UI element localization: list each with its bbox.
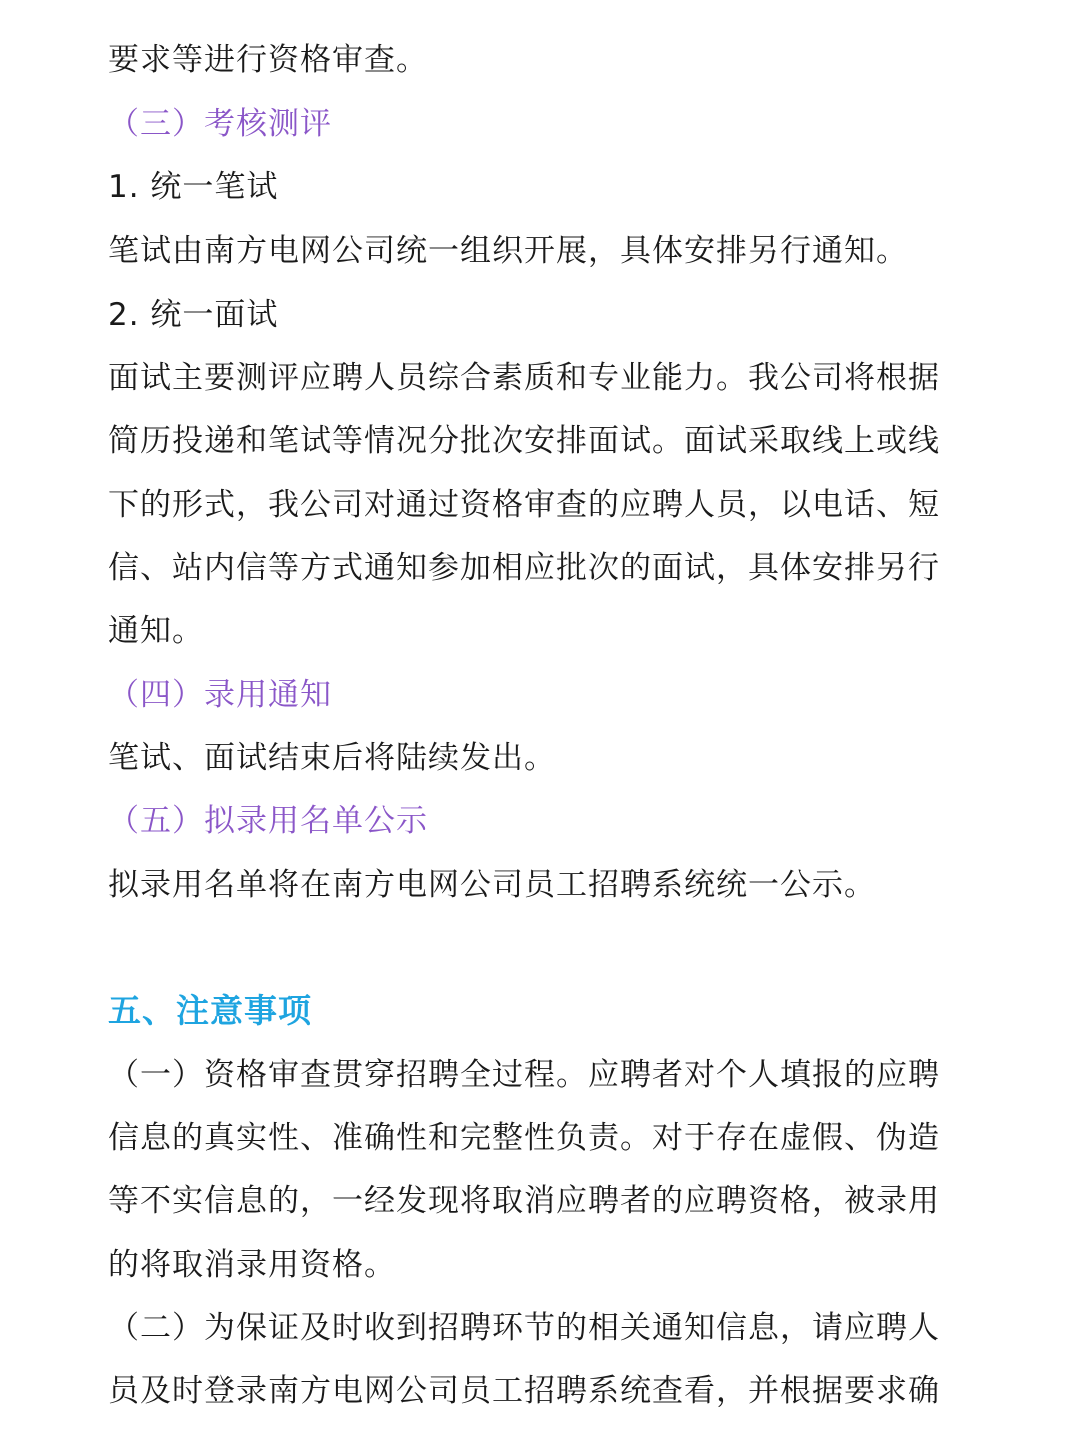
paragraph-line: 简历投递和笔试等情况分批次安排面试。面试采取线上或线 xyxy=(108,423,940,459)
paragraph-line: 通知。 xyxy=(108,613,204,649)
subsection-heading-offer-notice: （四）录用通知 xyxy=(108,677,332,713)
subsection-heading-assessment: （三）考核测评 xyxy=(108,106,332,142)
subsection-heading-list-publicity: （五）拟录用名单公示 xyxy=(108,803,428,839)
paragraph-line: 信、站内信等方式通知参加相应批次的面试，具体安排另行 xyxy=(108,550,940,586)
paragraph-line: 笔试、面试结束后将陆续发出。 xyxy=(108,740,556,776)
paragraph-line: 的将取消录用资格。 xyxy=(108,1247,396,1283)
paragraph-line: （一）资格审查贯穿招聘全过程。应聘者对个人填报的应聘 xyxy=(108,1057,940,1093)
paragraph-line: 拟录用名单将在南方电网公司员工招聘系统统一公示。 xyxy=(108,867,876,903)
paragraph-line: 笔试由南方电网公司统一组织开展，具体安排另行通知。 xyxy=(108,233,908,269)
section-heading-notes: 五、注意事项 xyxy=(108,991,312,1030)
paragraph-line: （二）为保证及时收到招聘环节的相关通知信息，请应聘人 xyxy=(108,1310,940,1346)
paragraph-line: 面试主要测评应聘人员综合素质和专业能力。我公司将根据 xyxy=(108,360,940,396)
paragraph-line: 下的形式，我公司对通过资格审查的应聘人员，以电话、短 xyxy=(108,487,940,523)
paragraph-line: 要求等进行资格审查。 xyxy=(108,42,428,78)
paragraph-line: 员及时登录南方电网公司员工招聘系统查看，并根据要求确 xyxy=(108,1373,940,1409)
item-heading-written-exam: 1. 统一笔试 xyxy=(108,169,279,205)
paragraph-line: 信息的真实性、准确性和完整性负责。对于存在虚假、伪造 xyxy=(108,1120,940,1156)
paragraph-line: 等不实信息的，一经发现将取消应聘者的应聘资格，被录用 xyxy=(108,1183,940,1219)
item-heading-interview: 2. 统一面试 xyxy=(108,297,279,333)
